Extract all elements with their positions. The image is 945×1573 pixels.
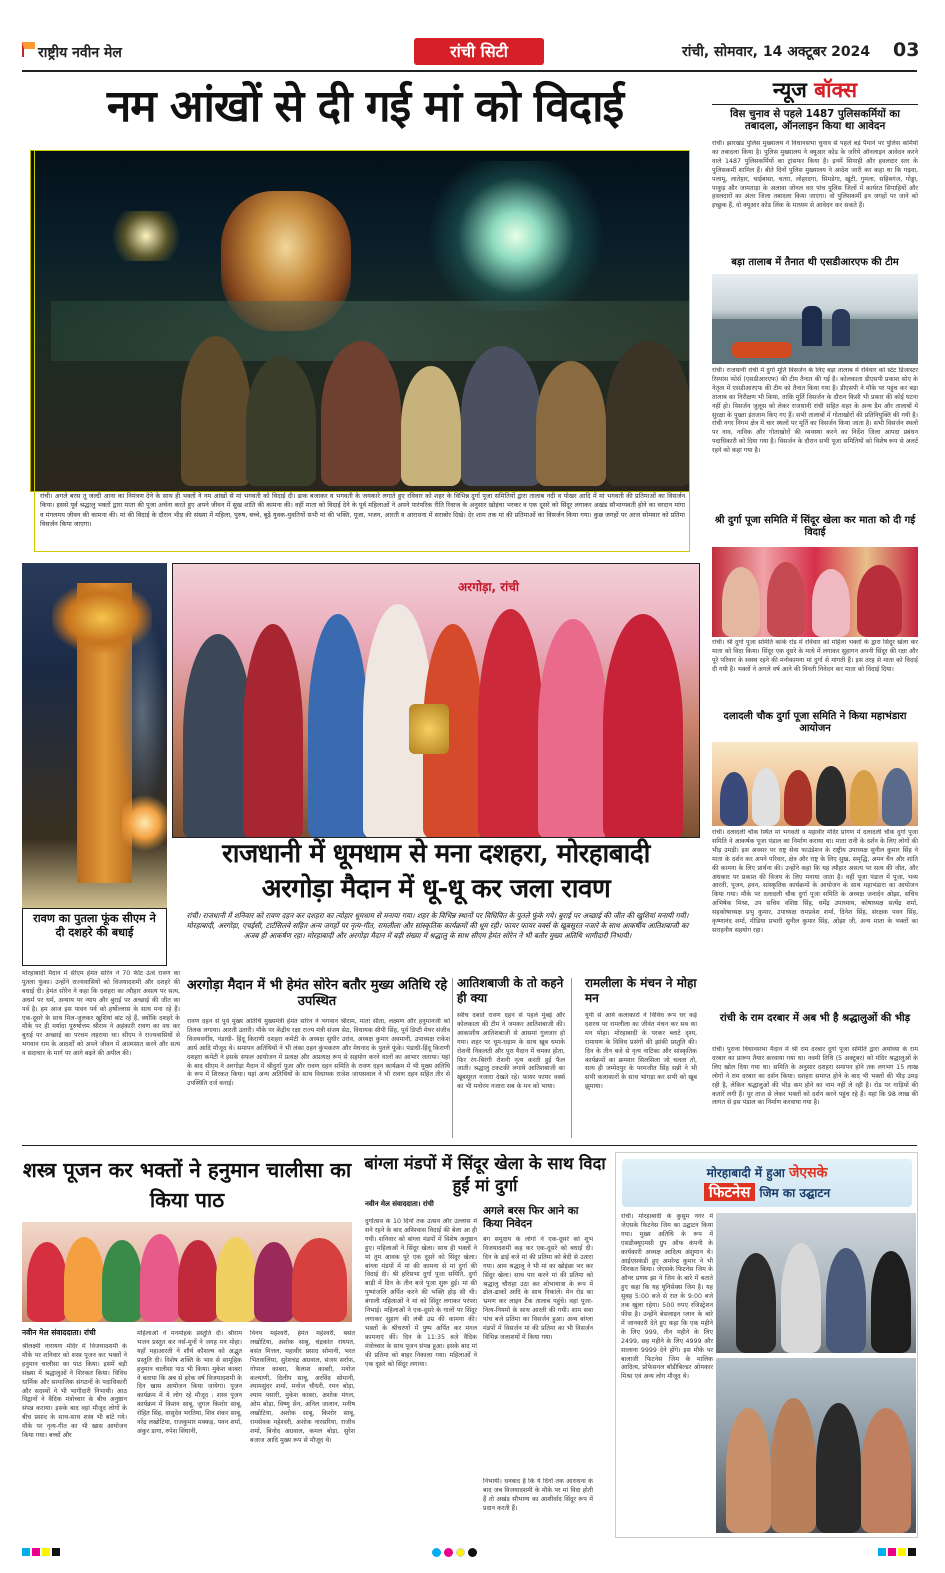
c3-text: यूपी से आये कलाकारों ने विविध रूप धर कई दशरथ पर रामलीला का जीवंत मंचन कर सब का मन मोहा। मोरहाबादी के परकर ब्लाटे दृश्य, रामायण के विविध प्रसंगों की झांकी प्रस्तुति की। दिन के तीन बजे से नृत्य नाटिका और सांस्कृतिक कार्यक्रमों का क्रमवार सिलसिला जो चलता तो, साथ ही जम्मेदपुर के परमजीत सिंह सन्नी ने भी सभी कलाकारों के साथ भांगड़ा कर सभी को खूब झुमाया। [585, 1012, 697, 1091]
s1-headline: विस चुनाव से पहले 1487 पुलिसकर्मियों का तबादला, ऑनलाइन किया था आवेदन [730, 108, 900, 132]
s2-headline: बड़ा तालाब में तैनात थी एसडीआरएफ की टीम [731, 257, 899, 268]
s4-text: रांची। दलादली चौक स्थित मां भगवती व महावीर मंदिर प्रांगण में दलादली चौक दुर्गा पूजा समिति ने आकर्षक पूजा पंडाल का निर्माण कराया था। माता रानी के दर्शन के लिए लोगों की भीड़ उमड़ी। इस अवसर पर राष्ट्र सेवा फाउंडेशन के राष्ट्रीय उपाध्यक्ष सुनील कुमार सिंह ने माता के दर्शन कर अपने परिवार, क्षेत्र और राष्ट्र के लिए सुख, समृद्धि, अमन चैन और शांति की कामना के लिए प्रार्थना की। उन्होंने कहा कि यह त्यौहार असत्य पर सत्य की जीत, और अंधकार पर प्रकाश की विजय के लिए मनाया जाता है। वहीं पूजा पंडाल में पूजा, भव्य आरती, पूजन, हवन, सांस्कृतिक कार्यक्रमों के आयोजन के साथ महाभंडारा का आयोजन किया गया। मौके पर दलादली चौक दुर्गा पूजा समिति के अध्यक्ष जनार्दन ओझा, सचिव अभिषेक मिश्रा, उप सचिव वशिष्ठ सिंह, धर्मेंद्र उपाध्याय, कोषाध्यक्ष सत्येंद्र शर्मा, सहकोषाध्यक्ष प्रभु कुमार, उपाध्यक्ष रामप्रवेश शर्मा, दिनेश सिंह, संरक्षक पवन सिंह, कृष्णानंद शर्मा, मीडिया प्रभारी सुनील कुमार सिंह, ओझा जी, अन्य माता के भक्तों का सराहनीय सहयोग रहा। [712, 829, 918, 934]
b1-text-c: विनय महेश्वरी, हेमंत महेश्वरी, बसंत लखोटिया, अशोक साबू, चंद्रकांत रायपत, बसंत मित्तल, महावीर प्रसाद सोमानी, भरत भितवालिया, सुरेशचंद्र अग्रवाल, संजय सर्राफ, गोपाल काबरा, कैलाश काबरी, मनोज कल्याणी, दिलीप साबू, अरविंद सोमानी, श्यामसुंदर शर्मा, मनोज चौधरी, रमन बोड़ा, श्याम पसारी, मुकेश काबरा, अशोक मंगल, ओम बोड़ा, विष्णु सेन, अनिल जालान, मनीष लखोटिया, अशोक साबू, किशोर साबू, रामसेवक महेश्वरी, अशोक नारसरिया, राजीव शर्मा, बिनोद अग्रवाल, कमल बोड़ा, सुरेश बजाज आदि मुख्य रूप से मौजूद थे। [250, 1330, 355, 1444]
b4-photo-2 [716, 1358, 916, 1533]
center-lead: रांची। राजधानी में शनिवार को रावण दहन कर दशहरा का त्योहार धूमधाम से मनाया गया। शहर के विभिन्न स्थानों पर विधिवित के पुतले फूंके गये। बुराई पर अच्छाई की जीत की खुशियां मनायी गयी। मोरहाबादी, अरगोड़ा, एचईसी, टार्टसिलवे सहित अन्य जगहों पर नृत्य-गीत, रामलीला और सांस्कृतिक कार्यक्रमों की धूम रही। फायर फायर वर्क्स के खूबसूरत नजारे के साथ आकर्षीय आतिशबाजी का अजब ही आकर्षण रहा। मोरहाबादी और अरगोड़ा मैदान में बड़ी संख्या में श्रद्धालु के साथ सीएम हेमंत सोरेन ने भी बतौर मुख्य अतिथि भागीदारी निभायी। [186, 911, 689, 940]
b1-text-b: महिलाओं ने मनमोहक प्रस्तुति दी। श्रीराम भजन प्रस्तुत कर नर्स-मुनों ने जगह मन मोहा। यहाँ महाआरती ने शौर्य कौशल्य को अद्भुत प्रस्तुति दी। विशेष शक्ति के भाव से सामूहिक हनुमान चालीसा पाठ भी किया। मुकेश काबरा ने बताया कि अब से हरेक वर्ष विजयादशमी के दिन खास आयोजन किया जायेगा। पूजन कार्यक्रम में ये लोग रहे मौजूद : शस्त्र पूजन कार्यक्रम में किशन साबू, जुगल किशोर साबू, रोहित सिंह, वासुदेव भरतिया, शिव शंकर साबू, नरेंद्र लखोटिया, राजकुमार मक्कड़, पवन शर्मा, अंकुर डागा, रुपेश सिंघानी, [137, 1330, 242, 1435]
s5-headline: रांची के राम दरबार में अब भी है श्रद्धालुओं की भीड़ [719, 1013, 911, 1024]
b4-headline: मोरहाबादी में हुआ जेएसके फिटनेस जिम का उद्घाटन [622, 1159, 912, 1207]
c1-text: रावण दहन से पूर्व मुख्य अतिथि मुख्यमंत्री हेमंत सोरेन ने भगवान श्रीराम, माता सीता, लक्ष्मण और हनुमानजी को तिलक लगाया। आरती उतारी। मौके पर केंद्रीय रक्षा राज्य मंत्री संजय सेठ, विधायक सीपी सिंह, पूर्व डिप्टी मेयर संजीव विजयवर्गीय, पंडाधी- हिंदू किराणी दशहरा कमेटी के अध्यक्ष सुधीर उरांव, अध्यक्ष कुमार अवमानी, उपाध्यक्ष राकेश आर्य आदि मौजूद थे। समापन अतिथियों ने भी लंका दहन कुंभकरण और मेघनाद के पुतले फूंके। पंडाधी-हिंदू किराणी दशहरा कमेटी ने इसके सफल आयोजन में प्रत्यक्ष और अप्रत्यक्ष रूप से सहयोग करने वालों का आभार जताया। यहां के बाद सीएम ने अरगोड़ा मैदान में श्रीदुर्गा पूजा और रावण दहन समिति के रावण दहन कार्यक्रम में भी मुख्य अतिथि के रूप में शिरकत किया। यहां अन्य अतिथियों के साथ विधायक राजेश जायसवाल ने भी रावण दहन सहित तीर से उपस्थिति दर्ज कराई। [187, 1018, 450, 1088]
page-number: 03 [893, 39, 920, 61]
s4-photo [712, 742, 918, 826]
s5-text: रांची। पुराना विधानसभा मैदान में श्री राम दरबार दुर्गा पूजा समिति द्वारा अयोध्या के राम दरबार का प्रारूप तैयार करवाया गया था। नवमी तिथि (5 अक्टूबर) को मंदिर श्रद्धालुओं के लिए खोल दिया गया था। समिति के अनुसार दशहरा समापन होने तक लगभग 15 लाख लोगों ने राम दरबार का दर्शन किया। दशहरा समाप्त होने के बाद भी भक्तों की भीड़ उमड़ रही है, लेकिन श्रद्धालुओं की भीड़ कम होने का नाम नहीं ले रही है। रोड पर गाड़ियों की कतारें लगी हैं। पूर ताज से लेकर भक्तों को दर्शन करने पहुंच रहे हैं। यहां कि 98 लाख की लागत से इस पंडाल का निर्माण करवाया गया है। [712, 1046, 918, 1107]
news-box-rule [712, 104, 918, 105]
s3-text: रांची। श्री दुर्गा पूजा समिति कांके रोड में रविवार को महिला भक्तों के द्वारा सिंदूर खेला कर माता को विदा किया। सिंदूर एक दूसरे के माथे में लगाकर सुहागन अपनी सिंदूर की रक्षा और पूरे परिवार के स्वस्थ रहने की मनोकामना मां दुर्गा से मांगती हैं। इस तरह से माता को विदाई दी गयी है। भक्तों ने अगले वर्ष आने की विनती निवेदन कर माता को विदाई दिया। [712, 639, 918, 673]
b4-photo-1 [716, 1213, 916, 1353]
trophy [409, 704, 449, 754]
b1-photo [22, 1222, 352, 1322]
c2-text: स्वीच दबाते रावण दहन से पहले मुंबई और कोलकाता की टीम ने जमकर आतिशबाजी की। आकाशीय आतिशबाजी से आसमां गुलजार हो गया। शहर पर धूम-धड़ाम के साथ खूब धमाके रोशनी निकलती और पूरा मैदान में चमका होता, फिर रंग-बिरंगी रोशनी नृत्य करती हुई फैल जाती। श्रद्धालु टकटकी लगाये आतिशबाजी का खूबसूरत नजारा देखते रहे। फायर फायर वर्क्स का भी मनोरम नजारा सब के मन को भाया। [457, 1012, 565, 1091]
b2-text: दुर्गोत्सव के 10 दिनों तक उत्सव और उल्लास में सने रहने के बाद अविश्वास विदाई की बेला आ ही गयी। शनिवार को बांग्ला मंडपों में विशेष अनुष्ठान हुए। महिलाओं ने सिंदूर खेला। साथ ही भक्तों ने मां तुम आवक पूरे एक दूसरे को सिंदूर खेला। बांग्ला मंडपों में मां की कामना से मां दुर्गा की विदाई दी। श्री हरिसभा दुर्गा पूजा समिति, दुर्गा बाड़ी में दिन के तीन बजे पूजा शुरू हुई। मां की पुष्पांजलि अर्पित करने की भक्ति होड़ सी थी। बंगाली महिलाओं ने मां को सिंदूर लगाकर परंपरा निभाई। महिलाओं ने एक-दूसरे के गालों पर सिंदूर लगाकर सुहाग की लंबी उम्र की कामना की। भक्तों के श्रीचरणों में पुष्प अर्पित कर मंगल कामनाएं कीं। दिन के 11:35 बजे वैदिक मंत्रोच्चार के साथ पूजन संपन्न हुआ। इसके बाद मां की प्रतिमा को बाहर निकाला गया। महिलाओं ने एक दूसरे को सिंदूर लगाया। [365, 1218, 477, 1368]
center-headline-1: राजधानी में धूमधाम से मना दशहरा, मोरहाबादी [222, 839, 650, 869]
c2-headline: आतिशबाजी के तो कहने ही क्या [457, 976, 564, 1005]
ravan-photo [22, 563, 167, 908]
photo-banner: अरगोड़ा, रांची [458, 580, 519, 594]
header-rule [22, 70, 917, 72]
news-box-title: न्यूज बॉक्स [772, 77, 858, 102]
b4-text: रांची। मोरहाबादी के कुसुम नगर में जेएसके फिटनेस जिम का उद्घाटन किया गया। मुख्य अतिथि के रूप में एसडीक्यूएमसी ग्रुप ऑफ कंपनी के कार्यकारी अध्यक्ष आदित्य अंशुमान थे। आईएसकंडी हुए अमरेन्द्र कुमार ने भी शिरकत किया। जेएसके फिटनेस जिम के ऑनर प्रणय झा ने जिम के बारे में बताते हुए कहा कि यह यूनिसेक्स जिम है। यह सुबह 5:00 बजे से रात के 9:00 बजे तक खुला रहेगा। 500 रुपए रजिस्ट्रेशन फीस है। उन्होंने बेसलाइन प्लान के बारे में जानकारी देते हुए कहा कि एक महीने के लिए 999, तीन महीने के लिए 2499, छह महीने के लिए 4999 और सालाना 9999 देने होंगे। इस मौके पर बालाजी फिटनेस जिम के मालिक आदित्य, प्रोफेसनल बॉडीबिल्डर ओमकार मिश्रा एवं अन्य लोग मौजूद थे। [621, 1213, 713, 1381]
s3-headline: श्री दुर्गा पूजा समिति में सिंदूर खेला कर माता को दी गई विदाई [714, 515, 916, 538]
b1-text-a: श्रीलक्ष्मी नारायण मंदिर में विजयादशमी के मौके पर शनिवार को शस्त्र पूजन कर भक्तों ने हनुमान चालीसा का पाठ किया। इसमें बड़ी संख्या में श्रद्धालुओं ने शिरकत किया। विविध धार्मिक और सामाजिक संगठनों के पदाधिकारी और सदस्यों ने भी भागीदारी निभायी। आठ विद्वानों ने वैदिक मंत्रोच्चार के बीच अनुष्ठान संपन्न कराया। इसके बाद वहां मौजूद लोगों के बीच प्रसाद के साथ-साथ शस्त्र भी बांटे गये। मौके पर नृत्य-गीत का भी खास आयोजन किया गया। बच्चों और [22, 1343, 127, 1440]
section-banner: रांची सिटी [414, 38, 544, 65]
b2-headline: बांग्ला मंडपों में सिंदूर खेला के साथ विदा हुईं मां दुर्गा [364, 1154, 606, 1195]
b3-headline: अगले बरस फिर आने का किया निवेदन [483, 1205, 579, 1230]
center-headline-2: अरगोड़ा मैदान में धू-धू कर जला रावण [261, 874, 611, 904]
ravan-text: मोरहाबादी मैदान में सीएम हेमंत सोरेन ने 70 फीट ऊंचे रावण का पुतला फूंका। उन्होंने राज्यवासियों को विजयादशमी और दशहरे की बधाई दी। हेमंत सोरेन ने कहा कि दशहरा का त्यौहार असत्य पर सत्य, अधर्म पर धर्म, अन्याय पर न्याय और बुराई पर अच्छाई की जीत का पर्व है। हम आज इस पावन पर्व को हर्षोल्लास के साथ मना रहे हैं। एक-दूसरे के साथ मिल-जुलकर खुशियां बांट रहे हैं, क्योंकि दशहरे के मौके पर ही मर्यादा पुरुषोत्तम श्रीराम ने अहंकारी रावण का वध कर बुराई पर अच्छाई का परचम लहराया था। सीएम ने राज्यवासियों से भगवान राम के आदर्शों को अपने जीवन में आत्मसात करने और सत्य व सदाचार के मार्ग पर आगे बढ़ने की अपील की। [22, 970, 180, 1058]
main-frame [34, 150, 690, 552]
page-header [0, 33, 945, 71]
b3-tail: निभायी। धनबाद है कि ये दिनों तक आराधना के बाद जब विजयादशमी के मौके पर मां विदा होती हैं तो अखंड सौभाग्य का आशीर्वाद सिंदूर रूप में प्रदान करती हैं। [483, 1478, 593, 1512]
main-headline: नम आंखों से दी गई मां को विदाई [106, 81, 624, 132]
b1-headline: शस्त्र पूजन कर भक्तों ने हनुमान चालीसा का किया पाठ [22, 1158, 352, 1212]
center-photo [172, 563, 700, 838]
b1-credit: नवीन मेल संवाददाता। रांची [22, 1328, 96, 1337]
ravan-caption-box [22, 908, 167, 966]
main-caption: रांची। अगले बरस तू जल्दी आना का निमंत्रण देने के साथ ही भक्तों ने नम आंखों से मां भगवती को विदाई दी। ढाक बजाकर व भगवती के जयकारे लगाते हुए रविवार को शहर के विभिन्न दुर्गा पूजा समितियों द्वारा तालाब नदी व पोखर आदि में मां भगवती की प्रतिमाओं का विसर्जन किया। इससे पूर्व श्रद्धालु भक्तों द्वारा माता की पूजा अर्चना करते हुए अपने जीवन में सुख शांति की कामना की। वहीं माता को विदाई देने के पूर्व महिलाओं ने अपने पारंपरिक रीति रिवाज के अनुसार खोइंचा भरकर व एक दूसरे को सिंदूर लगाकर अखंड सौभाग्यवती होने का वरदान मांगा व मंगलमय जीवन की कामना की। मां की विदाई के दौरान भीड़ की संख्या में महिला, पुरुष, बच्चे, बूढ़े युवक-युवतियों सभी मां की भक्ति, पूजा, भजन, आरती व आराधना में सराबोर दिखे। देर शाम तक मां की प्रतिमाओं का विसर्जन किया गया। कुछ जगहों पर आज सोमवार को प्रतिमा विसर्जन किया जाएगा। [40, 492, 685, 528]
header-date: रांची, सोमवार, 14 अक्टूबर 2024 [682, 44, 871, 60]
b2-credit: नवीन मेल संवाददाता। रांची [365, 1200, 434, 1208]
c3-headline: रामलीला के मंचन ने मोहा मन [585, 976, 697, 1005]
s4-headline: दलादली चौक दुर्गा पूजा समिति ने किया महाभंडारा आयोजन [723, 711, 907, 734]
c1-headline: अरगोड़ा मैदान में भी हेमंत सोरेन बतौर मुख्य अतिथि रहे उपस्थित [186, 978, 448, 1009]
s1-text: रांची। झारखंड पुलिस मुख्यालय ने विधानसभा चुनाव से पहले बड़े पैमाने पर पुलिस कर्मियों का तबादला किया है। पुलिस मुख्यालय ने क्यूआर कोड के जरिये ऑनलाइन आवेदन करने वाले 1487 पुलिसकर्मियों का ट्रांसफर किया है। इनमें सिपाही और हवलदार स्तर के पुलिसकर्मी शामिल हैं। बीते दिनों पुलिस मुख्यालय ने आदेश जारी कर कहा था कि गढ़वा, पलामू, लातेहार, चाईबासा, चतरा, लोहरदगा, सिमडेगा, खूंटी, गुमला, सहिबगंज, गोड्डा, पाकुड़ और जामताड़ा के अलावा जोनल वार पांच पुलिस जिलों में कार्यरत सिपाहियों और हवलदारों का अंतर जिला तबादला किया जाएगा। वो पुलिसकर्मी इन जगहों पर जाने को इच्छुक हैं, वो क्यूआर कोड लिंक के माध्यम से आवेदन कर सकते हैं। [712, 140, 918, 210]
b4-box [615, 1152, 918, 1538]
footer-marks [0, 1548, 945, 1560]
header-logo: राष्ट्रीय नवीन मेल [22, 41, 162, 63]
ravan-caption: रावण का पुतला फूंक सीएम ने दी दशहरे की बधाई [33, 912, 156, 939]
section-divider [22, 1145, 917, 1146]
s2-photo [712, 274, 918, 364]
b3-text: बंग समुदाय के लोगों ने एक-दूसरे को शुभ विजयादशमी कह कर एक-दूसरे को बधाई दी। दिन के ढाई बजे मां की प्रतिमा को बेदी से उतारा गया। आम श्रद्धालु ने भी मां का खोइंछा भर कर सिंदूर खेला। साथ पार करने मां की प्रतिमा को श्रद्धालु चौराहा उठा कर शोभायात्रा के रूप में ढोल-ढाकों आदि के साथ निकाले। मेन रोड का भ्रमण कर लाइन टैंक तालाब पहुंचे। वहां पूजा-नित्य-नियमों के साथ आरती की गयी। शाम सवा पांच बजे प्रतिमा का विसर्जन हुआ। अन्य बांग्ला मंडपों में विसर्जन मां की प्रतिमा का भी विसर्जन विभिन्न जलाशयों में किया गया। [483, 1236, 593, 1341]
s3-photo [712, 547, 918, 637]
flag-icon [22, 42, 35, 57]
s2-text: रांची। राजधानी रांची में दुर्गा मूर्ति विसर्जन के लिए बड़ा तालाब में रविवार को स्टेट डिजास्टर रिस्पांस फोर्स (एसडीआरएफ) की टीम तैनात की गई है। कोलकाता डीएसपी प्रकाश सोए के नेतृत्व में एसडीआरएफ की टीम को तैनात किया गया है। डीएसपी ने मौके पर पहुंच कर बड़ा तालाब का निरीक्षण भी किया, ताकि मूर्ति विसर्जन के दौरान किसी भी प्रकार की कोई घटना नहीं हो। विसर्जन जुलूस को लेकर राजधानी रांची सहित शहर के अन्य डैम और तालाबों में सुरक्षा के पुख्ता इंतजाम किए गए हैं। सभी तालाबों में गोताखोरों की प्रतिनियुक्ति की गयी है। रांची नगर निगम क्षेत्र में चार स्थलों पर मूर्ति का विसर्जन किया जाता है। सभी विसर्जन स्थलों पर नाव, नाविक और गोताखोरों की व्यवस्था करने का निर्देश जिला आपदा प्रबंधन पदाधिकारी को दिया गया है। विसर्जन के दौरान सभी पूजा समितियों को विशेष रूप से अलर्ट रहने को कहा गया है। [712, 367, 918, 455]
